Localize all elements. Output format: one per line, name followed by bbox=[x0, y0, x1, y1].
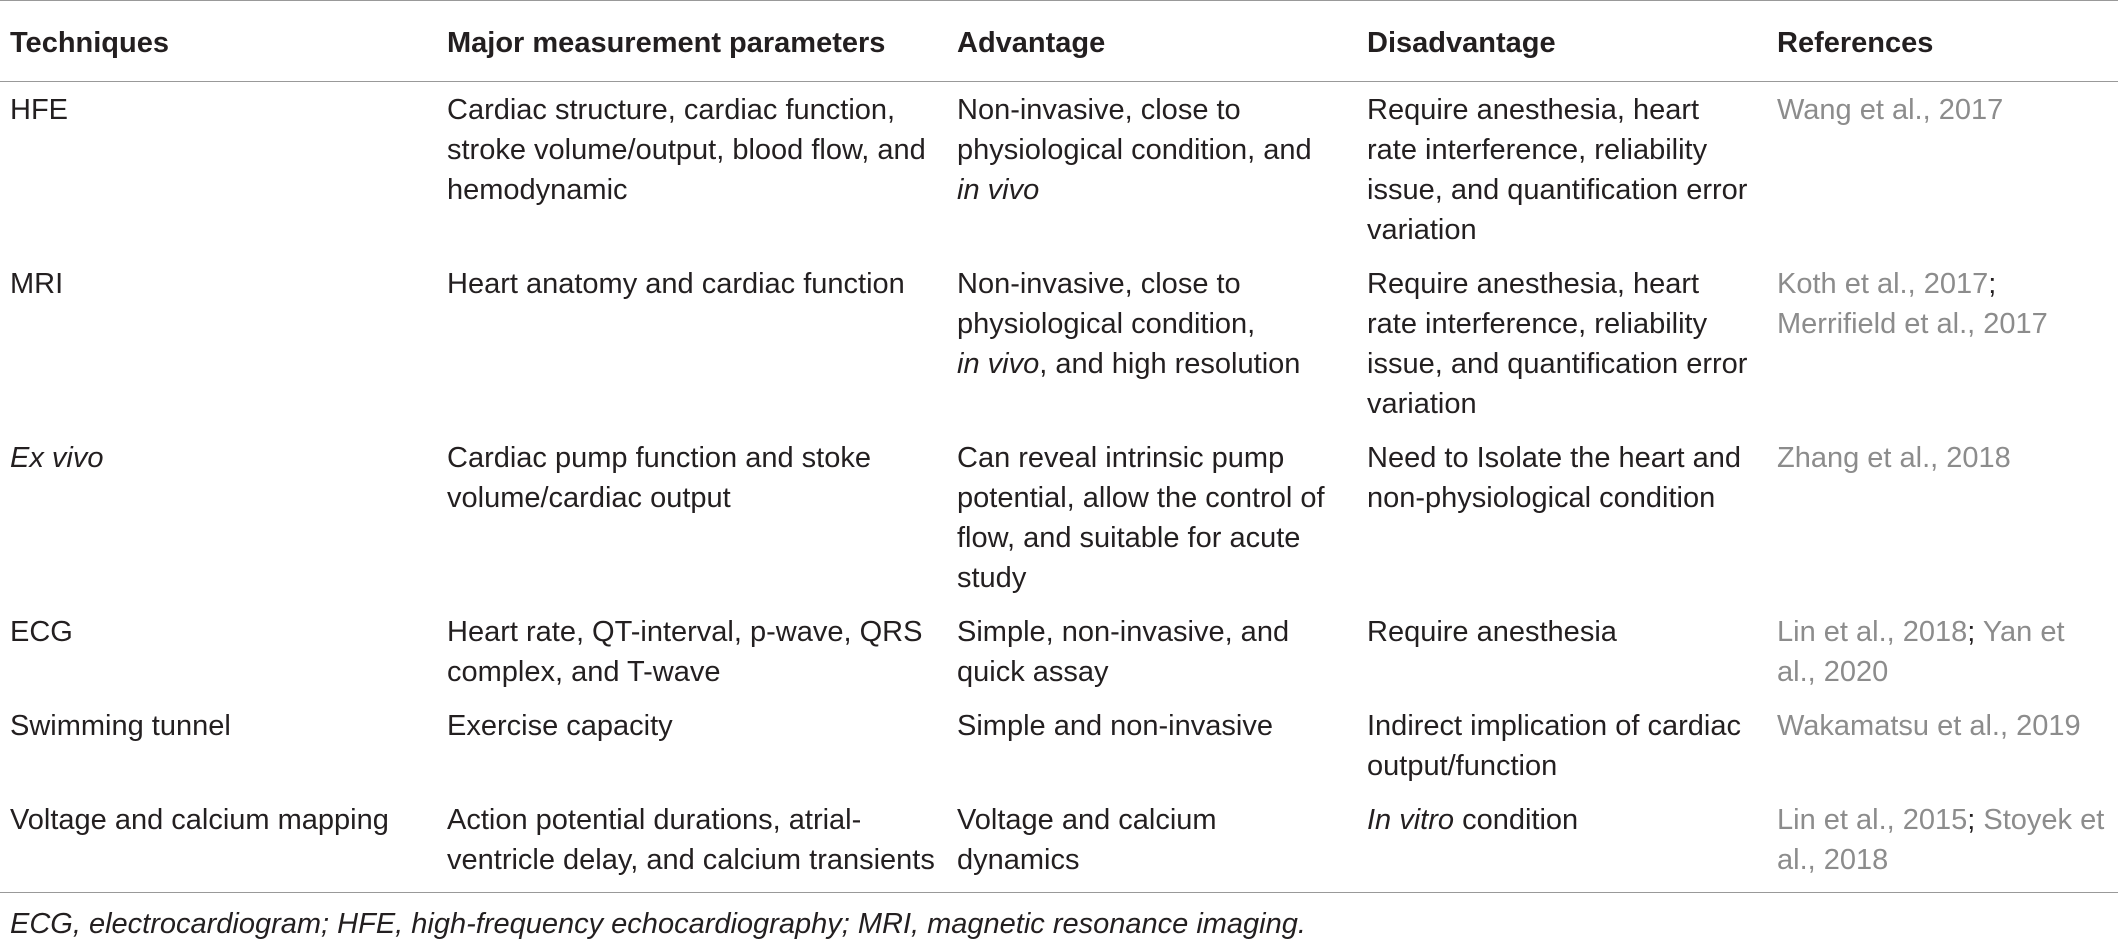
advantage-italic-text: in vivo bbox=[957, 348, 1040, 380]
advantage-italic-text: in vivo bbox=[957, 174, 1040, 206]
disadvantage-italic-text: In vitro bbox=[1367, 804, 1455, 836]
table-row bbox=[0, 698, 2118, 792]
technique-cell: Ex vivo bbox=[10, 442, 104, 474]
reference-separator: ; bbox=[1967, 804, 1984, 836]
technique-cell: Swimming tunnel bbox=[10, 710, 231, 742]
header-row bbox=[0, 1, 2118, 82]
advantage-text: Non-invasive, close to physiological condition, bbox=[957, 268, 1256, 340]
advantage-text: Non-invasive, close to physiological condition, and bbox=[957, 94, 1312, 166]
reference-link[interactable]: Lin et al., 2015 bbox=[1777, 804, 1968, 836]
parameters-cell: Cardiac structure, cardiac function, stroke volume/output, blood flow, and hemodynamic bbox=[447, 94, 926, 206]
parameters-cell: Cardiac pump function and stoke volume/cardiac output bbox=[447, 442, 871, 514]
reference-cell bbox=[1767, 430, 2118, 604]
reference-cell bbox=[1767, 256, 2118, 430]
parameters-cell: Exercise capacity bbox=[447, 710, 673, 742]
disadvantage-cell: Require anesthesia, heart rate interference, reliability issue, and quantification error variation bbox=[1367, 94, 1748, 246]
parameters-cell: Heart rate, QT-interval, p-wave, QRS complex, and T-wave bbox=[447, 616, 923, 688]
disadvantage-cell: Indirect implication of cardiac output/function bbox=[1367, 710, 1741, 782]
reference-separator: ; bbox=[1967, 616, 1983, 648]
reference-link[interactable]: Wakamatsu et al., 2019 bbox=[1777, 710, 2081, 742]
disadvantage-cell: Require anesthesia bbox=[1367, 616, 1617, 648]
table-row bbox=[0, 256, 2118, 430]
advantage-cell bbox=[947, 82, 1357, 257]
table-footnote: ECG, electrocardiogram; HFE, high-frequency echocardiography; MRI, magnetic resonance imaging. bbox=[10, 908, 1306, 940]
reference-link[interactable]: Wang et al., 2017 bbox=[1777, 94, 2004, 126]
advantage-text-end: , and high resolution bbox=[1039, 348, 1301, 380]
technique-cell: MRI bbox=[10, 268, 64, 300]
reference-cell bbox=[1767, 604, 2118, 698]
disadvantage-cell: Require anesthesia, heart rate interference, reliability issue, and quantification error variation bbox=[1367, 268, 1748, 420]
reference-link[interactable]: Yan et al., 2020 bbox=[1777, 616, 2065, 688]
reference-cell bbox=[1767, 792, 2118, 893]
table-body bbox=[0, 82, 2118, 893]
reference-separator: ; bbox=[1988, 268, 1997, 300]
disadvantage-cell: Need to Isolate the heart and non-physiological condition bbox=[1367, 442, 1742, 514]
reference-cell bbox=[1767, 698, 2118, 792]
header-advantage: Advantage bbox=[957, 27, 1106, 59]
technique-cell: Voltage and calcium mapping bbox=[10, 804, 389, 836]
advantage-cell: Simple and non-invasive bbox=[957, 710, 1273, 742]
parameters-cell: Heart anatomy and cardiac function bbox=[447, 268, 905, 300]
reference-link[interactable]: Merrifield et al., 2017 bbox=[1777, 308, 2048, 340]
table-row bbox=[0, 430, 2118, 604]
disadvantage-cell bbox=[1357, 792, 1767, 893]
table-row bbox=[0, 792, 2118, 893]
header-disadvantage: Disadvantage bbox=[1367, 27, 1556, 59]
advantage-cell: Can reveal intrinsic pump potential, allow the control of flow, and suitable for acute study bbox=[957, 442, 1325, 594]
table-row bbox=[0, 604, 2118, 698]
reference-link[interactable]: Koth et al., 2017 bbox=[1777, 268, 1989, 300]
advantage-cell: Simple, non-invasive, and quick assay bbox=[957, 616, 1290, 688]
header-techniques: Techniques bbox=[10, 27, 169, 59]
advantage-cell: Voltage and calcium dynamics bbox=[957, 804, 1217, 876]
technique-cell: HFE bbox=[10, 94, 68, 126]
reference-link[interactable]: Stoyek et al., 2018 bbox=[1777, 804, 2105, 876]
advantage-cell bbox=[947, 256, 1357, 430]
reference-link[interactable]: Zhang et al., 2018 bbox=[1777, 442, 2011, 474]
header-parameters: Major measurement parameters bbox=[447, 27, 886, 59]
disadvantage-text: condition bbox=[1454, 804, 1579, 836]
reference-cell bbox=[1767, 82, 2118, 257]
reference-link[interactable]: Lin et al., 2018 bbox=[1777, 616, 1968, 648]
table-header bbox=[0, 1, 2118, 82]
parameters-cell: Action potential durations, atrial-ventricle delay, and calcium transients bbox=[447, 804, 935, 876]
header-references: References bbox=[1777, 27, 1934, 59]
table-row bbox=[0, 82, 2118, 257]
technique-cell: ECG bbox=[10, 616, 73, 648]
